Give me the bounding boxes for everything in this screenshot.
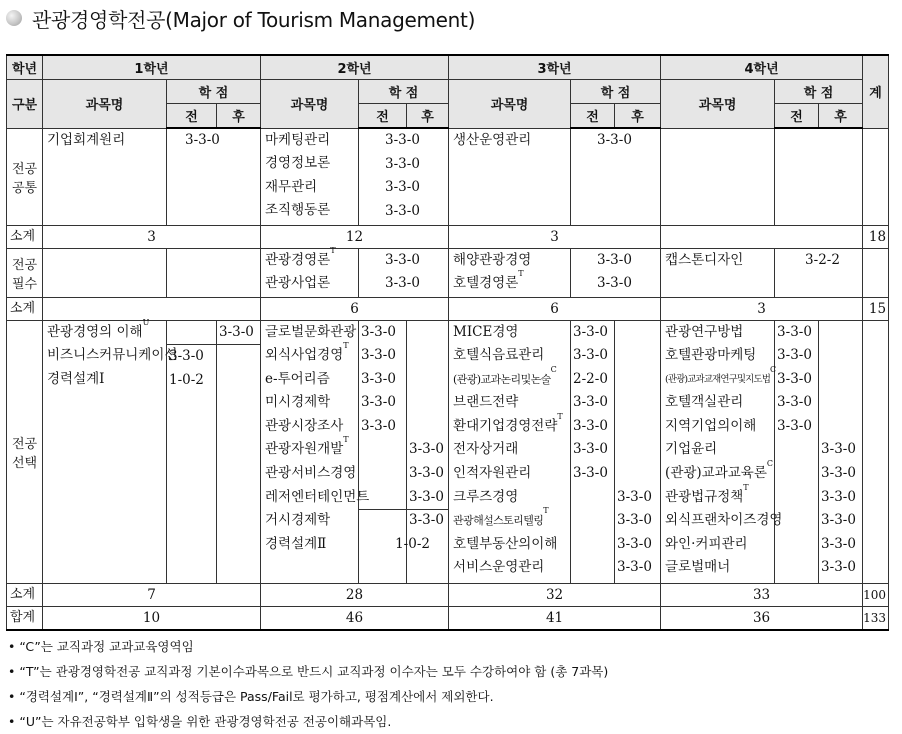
course-credit: 3-3-0 [385, 179, 420, 196]
grand-label: 합계 [7, 606, 43, 630]
course-name: 외식사업경영$^T$ [265, 341, 349, 364]
course-credit: 3-3-0 [361, 347, 396, 364]
course-name: 경력설계Ⅰ [47, 370, 105, 387]
note-item: • “U”는 자유전공학부 입학생을 위한 관광경영학전공 전공이해과목임. [8, 714, 392, 729]
course-credit: 3-3-0 [385, 155, 420, 172]
subtotal-y4: 3 [661, 297, 863, 320]
course-credit: 3-3-0 [385, 275, 420, 292]
course-credit: 3-3-0 [597, 132, 632, 148]
common-total-cell [863, 128, 889, 225]
common-y3-credits [571, 128, 661, 225]
grand-y3: 41 [449, 606, 661, 630]
course-credit: 3-3-0 [777, 394, 812, 411]
course-credit: 3-3-0 [385, 202, 420, 219]
course-name: 서비스운영관리 [453, 559, 545, 576]
course-name: 생산운영관리 [453, 131, 532, 148]
header-year-4: 4학년 [661, 55, 863, 80]
required-section-row [7, 248, 889, 297]
course-name: 기업회계원리 [47, 131, 126, 148]
course-name: 관광경영론$^T$ [265, 245, 336, 268]
course-name: 해양관광경영 [453, 251, 532, 268]
course-credit: 3-3-0 [617, 488, 652, 505]
course-name: 지역기업의이해 [665, 417, 757, 434]
elective-section-row [7, 320, 889, 583]
header-second-y1: 후 [217, 104, 261, 129]
grand-y1: 10 [43, 606, 261, 630]
header-course-y1: 과목명 [43, 80, 167, 129]
common-y1-credits [167, 128, 261, 225]
course-name: (관광)교과교육론$^C$ [665, 459, 773, 482]
course-credit: 3-2-2 [805, 251, 840, 268]
required-label: 전공 필수 [7, 248, 43, 297]
required-y4-credits [775, 248, 863, 297]
course-name: 관광해설스토리텔링$^T$ [453, 506, 549, 528]
grand-total-row [7, 606, 889, 630]
subtotal-y1 [43, 297, 261, 320]
course-credit: 3-3-0 [617, 559, 652, 576]
title-bullet-icon [6, 10, 22, 26]
subtotal-y1: 7 [43, 583, 261, 606]
common-y3-names [449, 128, 571, 225]
course-name: (관광)교과교재연구및지도법$^C$ [665, 364, 776, 385]
header-credit-y1: 학 점 [167, 80, 261, 104]
header-total: 계 [863, 55, 889, 128]
title-text: 관광경영학전공(Major of Tourism Management) [32, 7, 476, 32]
common-section-row [7, 128, 889, 225]
common-label: 전공 공통 [7, 128, 43, 225]
course-name: 브랜드전략 [453, 394, 519, 411]
header-second-y2: 후 [407, 104, 449, 129]
header-first-y1: 전 [167, 104, 217, 129]
elective-y3-credit-first [571, 320, 615, 583]
course-name: 거시경제학 [265, 512, 331, 529]
course-credit: 3-3-0 [821, 512, 856, 529]
course-name: 관광법규정책$^T$ [665, 482, 749, 505]
course-credit: 3-3-0 [573, 441, 608, 458]
course-credit: 3-3-0 [361, 394, 396, 411]
course-name: 기업윤리 [665, 441, 718, 458]
required-y1-credits [167, 248, 261, 297]
header-first-y2: 전 [359, 104, 407, 129]
course-credit: 3-3-0 [361, 323, 396, 340]
elective-y1-names [43, 317, 178, 583]
course-credit: 3-3-0 [573, 417, 608, 434]
course-name: 호텔관광마케팅 [665, 347, 757, 364]
course-name: 크루즈경영 [453, 488, 519, 505]
subtotal-label: 소계 [7, 225, 43, 248]
subtotal-y4 [661, 225, 863, 248]
course-name: 전자상거래 [453, 441, 519, 458]
course-name: 관광연구방법 [665, 323, 744, 340]
header-hakyeon: 학년 [7, 55, 43, 80]
header-gubun: 구분 [7, 80, 43, 129]
required-y3-credits [571, 248, 661, 297]
course-credit: 3-3-0 [777, 417, 812, 434]
course-name: e-투어리즘 [265, 370, 330, 387]
subtotal-y1: 3 [43, 225, 261, 248]
course-credit: 3-3-0 [409, 512, 444, 529]
elective-subtotal-row [7, 583, 889, 606]
header-year-3: 3학년 [449, 55, 661, 80]
course-credit: 3-3-0 [573, 323, 608, 340]
subtotal-y2: 28 [261, 583, 449, 606]
required-y2-credits [359, 248, 449, 297]
subtotal-label: 소계 [7, 583, 43, 606]
course-credit: 1-0-2 [169, 371, 204, 388]
required-y3-names [449, 248, 571, 297]
common-y1-names [43, 128, 167, 225]
course-name: 마케팅관리 [265, 131, 331, 148]
course-credit: 1-0-2 [395, 535, 430, 552]
grand-total: 133 [863, 606, 889, 630]
course-credit: 3-3-0 [409, 465, 444, 482]
course-credit: 3-3-0 [185, 132, 220, 148]
elective-y4-credit-second [819, 320, 863, 583]
elective-y1-credit-second [217, 320, 261, 583]
subtotal-y3: 32 [449, 583, 661, 606]
course-name: 캡스톤디자인 [665, 251, 744, 268]
course-name: 호텔부동산의이해 [453, 535, 558, 552]
elective-y4-names [661, 320, 783, 583]
course-credit: 3-3-0 [385, 132, 420, 148]
course-credit: 3-3-0 [409, 488, 444, 505]
course-credit: 3-3-0 [821, 535, 856, 552]
course-name: (관광)교과논리및논술$^C$ [453, 364, 557, 386]
course-name: 관광서비스경영 [265, 465, 357, 482]
subtotal-total: 18 [863, 225, 889, 248]
grand-y2: 46 [261, 606, 449, 630]
notes [8, 634, 608, 734]
course-credit: 3-3-0 [573, 347, 608, 364]
course-credit: 3-3-0 [169, 348, 204, 365]
course-credit: 3-3-0 [777, 347, 812, 364]
course-credit: 3-3-0 [573, 394, 608, 411]
required-y2-names [261, 245, 359, 297]
common-y4-names [661, 128, 775, 225]
course-name: 와인·커피관리 [665, 535, 748, 552]
course-credit: 3-3-0 [597, 275, 632, 292]
elective-y3-names [449, 320, 571, 583]
course-name: 관광사업론 [265, 275, 331, 292]
course-credit: 3-3-0 [361, 417, 396, 434]
header-course-y3: 과목명 [449, 80, 571, 129]
subtotal-label: 소계 [7, 297, 43, 320]
subtotal-y3: 6 [449, 297, 661, 320]
curriculum-table [6, 54, 889, 631]
course-credit: 3-3-0 [821, 465, 856, 482]
page-title [6, 5, 475, 31]
note-item: • “C”는 교직과정 교과교육영역임 [8, 639, 194, 654]
subtotal-total: 100 [863, 583, 889, 606]
note-item: • “경력설계Ⅰ”, “경력설계Ⅱ”의 성적등급은 Pass/Fail로 평가하고, 평점계산에서 제외한다. [8, 689, 494, 704]
course-credit: 3-3-0 [361, 370, 396, 387]
header-credit-y4: 학 점 [775, 80, 863, 104]
required-y1-names [43, 248, 167, 297]
course-credit: 3-3-0 [385, 251, 420, 268]
course-name: 외식프랜차이즈경영 [665, 512, 783, 529]
elective-label: 전공 선택 [7, 320, 43, 583]
course-name: MICE경영 [453, 323, 519, 340]
header-first-y3: 전 [571, 104, 615, 129]
course-credit: 3-3-0 [617, 535, 652, 552]
header-first-y4: 전 [775, 104, 819, 129]
course-credit: 3-3-0 [777, 370, 812, 387]
course-credit: 3-3-0 [821, 441, 856, 458]
elective-y2-names [261, 320, 370, 583]
subtotal-y3: 3 [449, 225, 661, 248]
common-y2-names [261, 128, 359, 225]
course-name: 관광경영의 이해$^U$ [47, 317, 150, 340]
header-credit-y2: 학 점 [359, 80, 449, 104]
course-credit: 3-3-0 [597, 251, 632, 268]
course-credit: 3-3-0 [777, 323, 812, 340]
course-credit: 3-3-0 [409, 441, 444, 458]
elective-y3-credit-second [615, 320, 661, 583]
required-subtotal-row [7, 297, 889, 320]
course-name: 관광시장조사 [265, 417, 344, 434]
course-name: 글로벌매너 [665, 559, 731, 576]
course-credit: 2-2-0 [573, 370, 608, 387]
course-credit: 3-3-0 [617, 512, 652, 529]
common-y4-credits [775, 128, 863, 225]
course-name: 환대기업경영전략$^T$ [453, 411, 563, 434]
header-credit-y3: 학 점 [571, 80, 661, 104]
subtotal-y2: 6 [261, 297, 449, 320]
subtotal-total: 15 [863, 297, 889, 320]
header-year-1: 1학년 [43, 55, 261, 80]
course-name: 재무관리 [265, 178, 318, 195]
required-total-cell [863, 248, 889, 297]
required-y4-names [661, 248, 775, 297]
course-name: 호텔경영론$^T$ [453, 269, 524, 292]
course-credit: 3-3-0 [821, 559, 856, 576]
header-course-y4: 과목명 [661, 80, 775, 129]
common-y2-credits [359, 128, 449, 225]
course-name: 비즈니스커뮤니케이션 [47, 347, 178, 364]
course-name: 경력설계Ⅱ [265, 535, 327, 552]
course-name: 관광자원개발$^T$ [265, 435, 349, 458]
header-course-y2: 과목명 [261, 80, 359, 129]
header-second-y4: 후 [819, 104, 863, 129]
elective-total-cell [863, 320, 889, 583]
course-name: 호텔식음료관리 [453, 347, 545, 364]
header-year-2: 2학년 [261, 55, 449, 80]
course-name: 글로벌문화관광 [265, 323, 357, 340]
subtotal-y4: 33 [661, 583, 863, 606]
subtotal-y2: 12 [261, 225, 449, 248]
course-credit: 3-3-0 [821, 488, 856, 505]
header-second-y3: 후 [615, 104, 661, 129]
common-subtotal-row [7, 225, 889, 248]
course-credit: 3-3-0 [217, 321, 260, 346]
course-name: 미시경제학 [265, 394, 331, 411]
course-name: 호텔객실관리 [665, 394, 744, 411]
course-name: 조직행동론 [265, 202, 331, 219]
course-name: 인적자원관리 [453, 465, 532, 482]
elective-y4-credit-first [775, 320, 819, 583]
course-name: 경영정보론 [265, 155, 331, 172]
note-item: • “T”는 관광경영학전공 교직과정 기본이수과목으로 반드시 교직과정 이수자는 모두 수강하여야 함 (총 7과목) [8, 664, 609, 679]
elective-y1-credit-first [167, 320, 217, 583]
grand-y4: 36 [661, 606, 863, 630]
course-credit: 3-3-0 [573, 465, 608, 482]
course-name: 레저엔터테인먼트 [265, 488, 370, 505]
elective-y2-credit-second [395, 320, 449, 583]
